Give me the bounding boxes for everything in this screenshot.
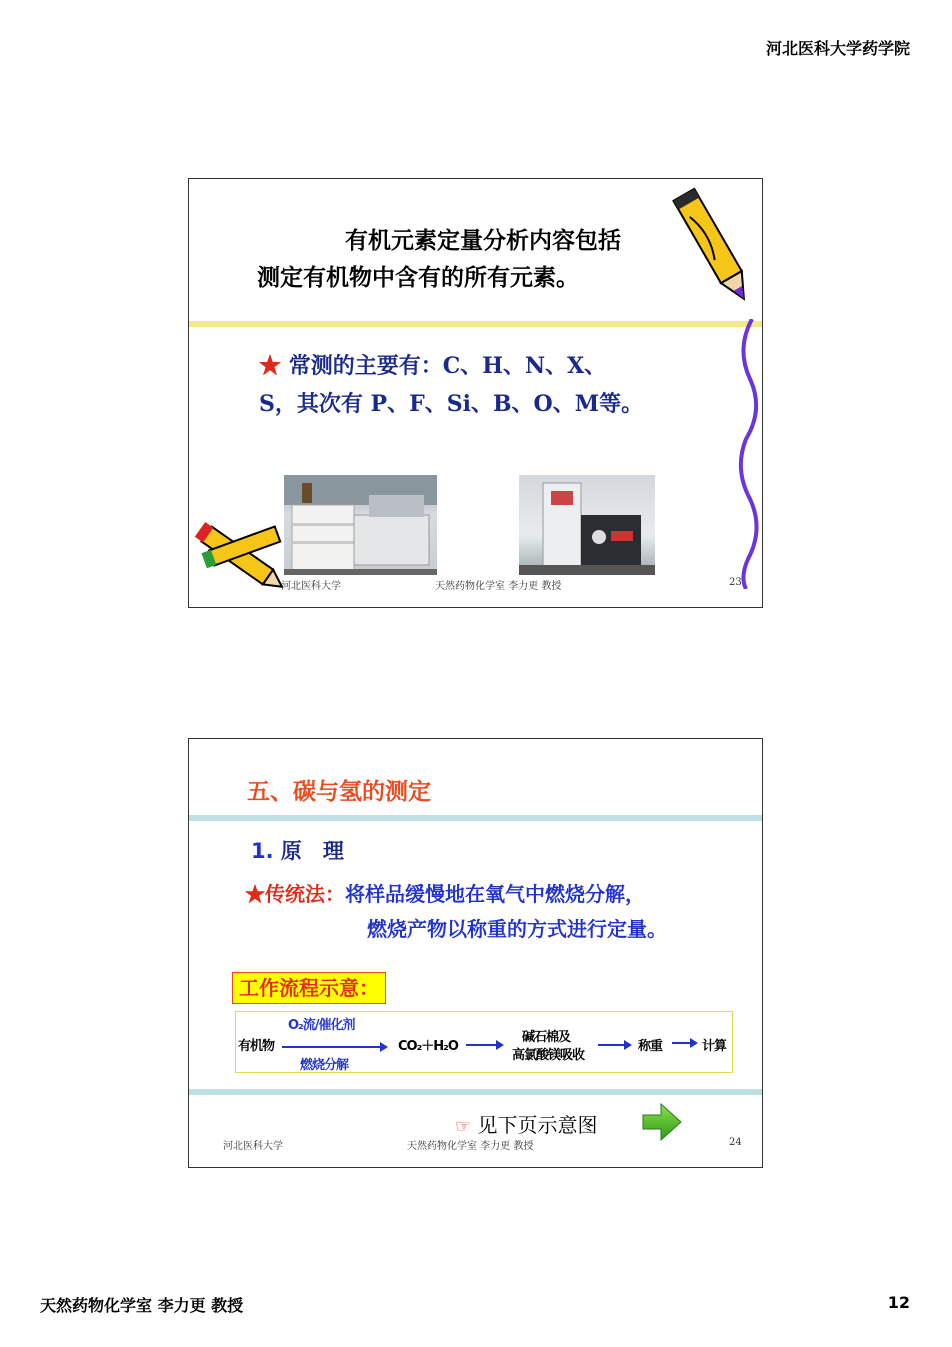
slide-footer-left: 河北医科大学 — [281, 581, 341, 592]
slide-24 — [188, 738, 763, 1168]
principle-number: 1. — [251, 839, 274, 863]
flow-bottom-label: 燃烧分解 — [300, 1058, 349, 1073]
flow-absorb-line-1: 碱石棉及 — [522, 1030, 571, 1045]
slide-footer-left: 河北医科大学 — [223, 1141, 283, 1152]
slide-footer-center: 天然药物化学室 李力更 教授 — [435, 581, 562, 592]
divider-rule-top — [189, 815, 763, 821]
method-line-2: 燃烧产物以称重的方式进行定量。 — [367, 917, 667, 941]
flow-calc: 计算 — [702, 1039, 727, 1054]
pointing-hand-icon: ☞ — [455, 1116, 472, 1137]
flow-start: 有机物 — [238, 1039, 275, 1054]
method-text — [245, 877, 745, 947]
flow-label: 工作流程示意： — [232, 972, 386, 1004]
flow-products: CO₂＋H₂O — [398, 1039, 458, 1054]
pencil-icon — [669, 179, 759, 319]
method-line-1: 将样品缓慢地在氧气中燃烧分解， — [345, 882, 645, 906]
body-line-1: 常测的主要有：C、H、N、X、 — [288, 353, 607, 379]
title-line-1: 有机元素定量分析内容包括 — [345, 228, 621, 254]
wavy-line-decoration — [734, 319, 763, 589]
arrow-icon — [598, 1044, 630, 1046]
next-arrow-icon[interactable] — [641, 1101, 683, 1143]
see-next-label: 见下页示意图 — [477, 1113, 598, 1137]
page-header: 河北医科大学药学院 — [765, 39, 910, 58]
flow-weigh: 称重 — [638, 1039, 663, 1054]
flow-top-label: O₂流/催化剂 — [288, 1018, 355, 1033]
slide-number: 24 — [729, 1137, 742, 1148]
page-number: 12 — [887, 1293, 910, 1312]
star-icon: ★ — [259, 353, 282, 379]
divider-rule — [189, 321, 763, 327]
page-footer-author: 天然药物化学室 李力更 教授 — [40, 1296, 244, 1315]
principle-label: 原 理 — [280, 839, 344, 863]
slide-footer-center: 天然药物化学室 李力更 教授 — [407, 1141, 534, 1152]
flow-diagram — [235, 1011, 733, 1073]
elements-text — [259, 347, 709, 423]
slide-23 — [188, 178, 763, 608]
method-label: ★传统法： — [245, 882, 345, 906]
arrow-icon — [282, 1046, 386, 1048]
arrow-icon — [466, 1044, 502, 1046]
analyzer-photo-1 — [284, 475, 437, 575]
body-line-2: S，其次有 P、F、Si、B、O、M等。 — [259, 391, 644, 417]
analyzer-photo-2 — [519, 475, 655, 575]
see-next-link[interactable] — [455, 1109, 598, 1138]
principle-heading — [251, 835, 344, 865]
slide-title: 五、碳与氢的测定 — [247, 779, 431, 805]
flow-absorb-line-2: 高氯酸镁吸收 — [512, 1048, 585, 1063]
divider-rule-bottom — [189, 1089, 763, 1095]
arrow-icon — [672, 1042, 696, 1044]
title-line-2: 测定有机物中含有的所有元素。 — [257, 265, 579, 291]
crossed-pencils-icon — [189, 509, 299, 608]
slide-number: 23 — [729, 577, 742, 588]
slide-title — [189, 223, 709, 297]
